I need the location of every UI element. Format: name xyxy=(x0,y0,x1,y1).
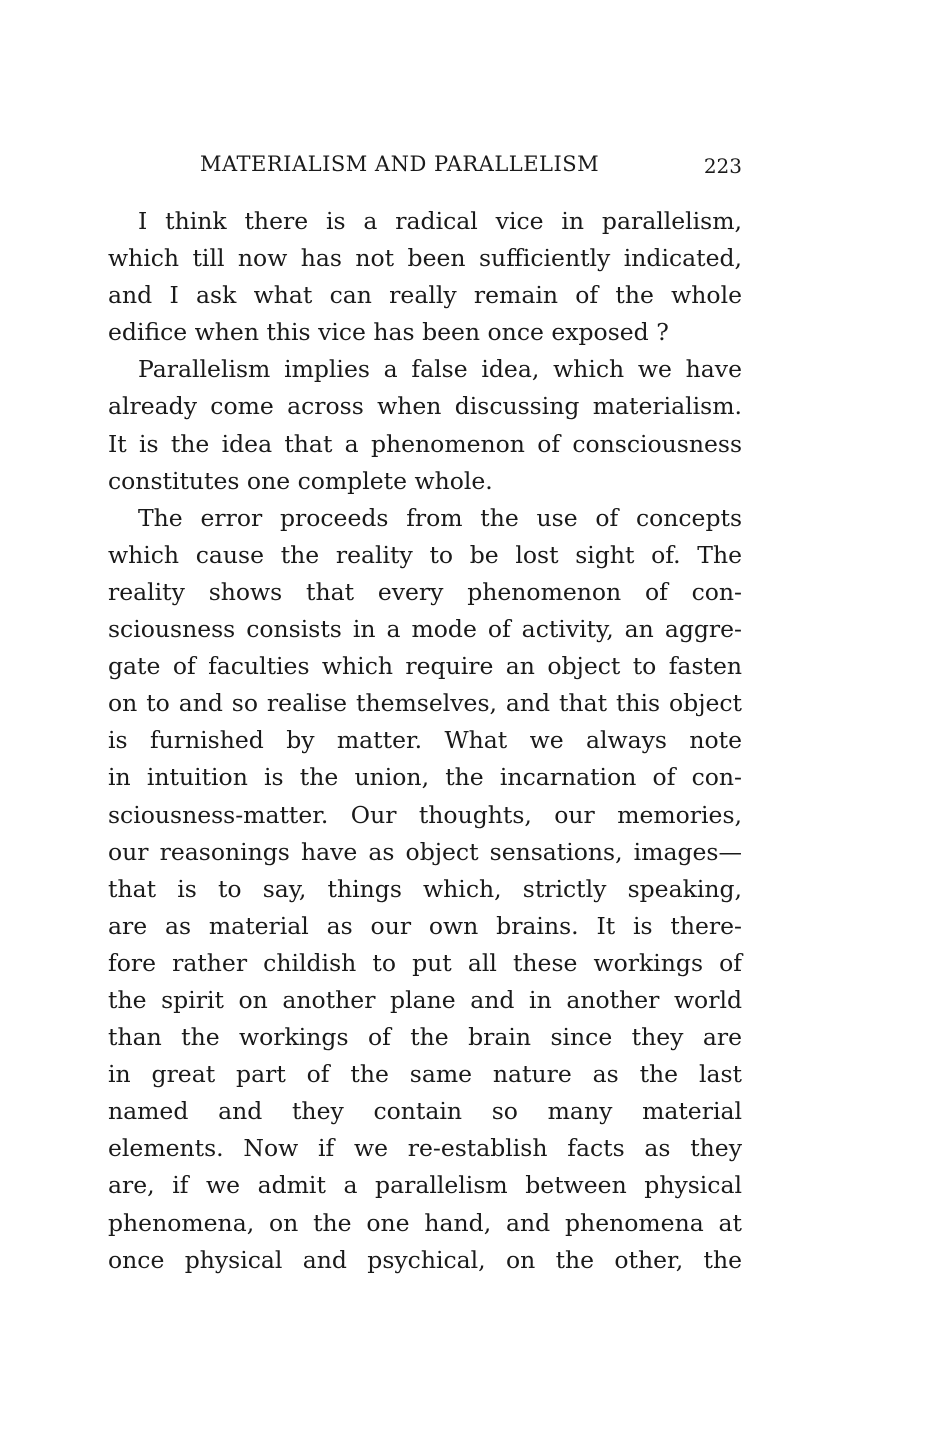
text-line: than the workings of the brain since they are xyxy=(108,1023,742,1052)
text-line: named and they contain so many material xyxy=(108,1097,742,1126)
text-line: elements. Now if we re-establish facts as they xyxy=(108,1134,742,1163)
paragraph xyxy=(108,500,742,1279)
text-line: sciousness-matter. Our thoughts, our memories, xyxy=(108,800,742,829)
text-line: sciousness consists in a mode of activity, an aggre- xyxy=(108,615,742,644)
text-line: phenomena, on the one hand, and phenomena at xyxy=(108,1208,742,1237)
paragraph xyxy=(108,203,742,351)
text-line: I think there is a radical vice in parallelism, xyxy=(138,207,742,235)
text-line: and I ask what can really remain of the whole xyxy=(108,281,742,310)
text-line: our reasonings have as object sensations, images— xyxy=(108,837,742,866)
text-line: that is to say, things which, strictly speaking, xyxy=(108,874,742,903)
text-line: It is the idea that a phenomenon of consciousness xyxy=(108,429,742,458)
text-line: which cause the reality to be lost sight of. The xyxy=(108,540,742,569)
text-line: are, if we admit a parallelism between physical xyxy=(108,1171,742,1200)
page-number: 223 xyxy=(703,154,742,178)
text-line: the spirit on another plane and in another world xyxy=(108,985,742,1014)
page-header xyxy=(200,152,742,182)
text-line: gate of faculties which require an object to fasten xyxy=(108,652,742,681)
text-line: in intuition is the union, the incarnation of con- xyxy=(108,763,742,792)
text-line: already come across when discussing materialism. xyxy=(108,392,742,421)
text-line: reality shows that every phenomenon of con- xyxy=(108,577,742,606)
text-line: Parallelism implies a false idea, which we have xyxy=(138,355,742,384)
text-line: which till now has not been sufficiently indicated, xyxy=(108,244,742,273)
text-line: The error proceeds from the use of concepts xyxy=(138,503,742,532)
text-line: in great part of the same nature as the last xyxy=(108,1060,742,1089)
paragraph xyxy=(108,351,742,499)
running-title: MATERIALISM AND PARALLELISM xyxy=(200,152,600,176)
page-body xyxy=(108,203,742,1279)
text-line: once physical and psychical, on the other, the xyxy=(108,1245,742,1274)
text-line: edifice when this vice has been once exposed ? xyxy=(108,318,669,347)
text-line: are as material as our own brains. It is there- xyxy=(108,911,742,940)
text-line: constitutes one complete whole. xyxy=(108,466,493,495)
text-line: on to and so realise themselves, and that this object xyxy=(108,689,742,718)
text-line: is furnished by matter. What we always note xyxy=(108,726,742,755)
text-line: fore rather childish to put all these workings of xyxy=(108,948,742,977)
